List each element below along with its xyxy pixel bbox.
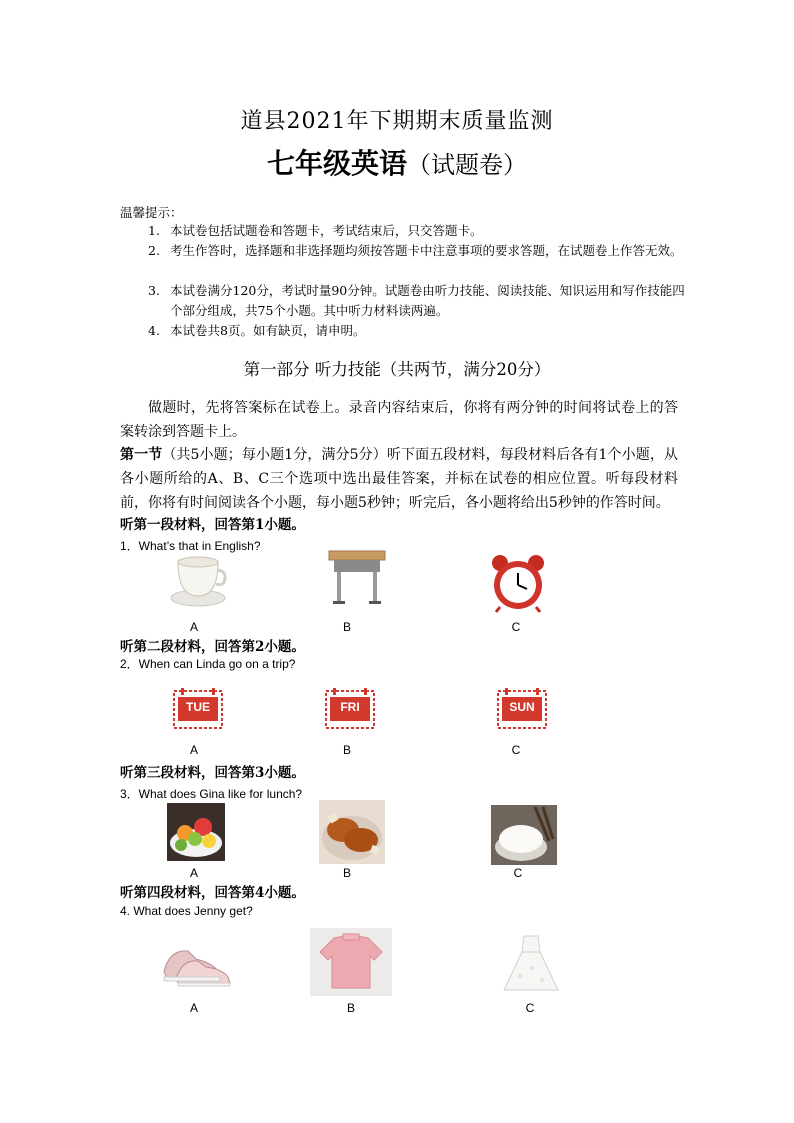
tip-text: 本试卷满分120分，考试时量90分钟。试题卷由听力技能、阅读技能、知识运用和写作技能四个部分组成，共75个小题。其中听力材料读两遍。 [170,283,685,318]
sneakers-image [160,935,232,987]
question-instruction: 听第四段材料，回答第4小题。 [120,885,305,901]
question-text: 3．What does Gina like for lunch? [120,787,303,801]
tip-item [148,321,688,341]
calendar-day-label: TUE [186,700,210,714]
section-instructions [120,443,678,515]
tip-text: 考生作答时，选择题和非选择题均须按答题卡中注意事项的要求答题，在试题卷上作答无效。 [170,243,683,258]
fruit-salad-image [167,803,225,861]
section-label: 第一节 [120,447,163,463]
question-text: 4. What does Jenny get? [120,904,253,918]
dress-image [496,932,566,994]
option-label: A [189,1001,198,1015]
subject-paren: （试题卷） [407,151,527,179]
tip-number: 4. [148,323,160,338]
question-text: 1．What’s that in English? [120,539,261,553]
tip-item [148,221,688,241]
tips-heading: 温馨提示： [120,205,183,220]
rice-image [491,805,557,865]
option-label: C [513,866,523,880]
calendar-tue-icon [173,687,223,729]
option-label: B [342,743,351,757]
cup-image [168,552,230,610]
option-label: B [342,620,351,634]
desk-image [325,545,389,607]
tip-number: 3. [148,283,160,298]
question-instruction: 听第二段材料，回答第2小题。 [120,639,305,655]
tip-text: 本试卷包括试题卷和答题卡，考试结束后，只交答题卡。 [170,223,483,238]
calendar-day-label: FRI [340,700,360,714]
tip-number: 2. [148,243,160,258]
chicken-image [319,800,385,864]
tip-text: 本试卷共8页。如有缺页，请申明。 [170,323,366,338]
alarm-clock-image [486,551,550,613]
option-label: C [511,620,521,634]
option-label: A [189,620,198,634]
question-instruction: 听第一段材料，回答第1小题。 [120,517,305,533]
calendar-day-label: SUN [509,700,535,714]
section-text: （共5小题；每小题1分，满分5分）听下面五段材料，每段材料后各有1个小题，从各小题所给的A、B、C三个选项中选出最佳答案，并标在试卷的相应位置。听每段材料前，你将有时间阅读各个小题，每小题5秒钟；听完后，各小题将给出5秒钟的作答时间。 [120,447,678,511]
part-intro: 做题时，先将答案标在试卷上。录音内容结束后，你将有两分钟的时间将试卷上的答案转涂到答题卡上。 [120,400,678,440]
part-title: 第一部分 听力技能（共两节，满分20分） [243,360,551,379]
tip-item [148,281,688,321]
sweater-image [310,928,392,996]
subject-title: 七年级英语 [266,147,407,180]
option-label: B [346,1001,355,1015]
option-label: A [189,743,198,757]
calendar-fri-icon [325,687,375,729]
question-text: 2．When can Linda go on a trip? [120,657,296,671]
calendar-sun-icon [497,687,547,729]
question-instruction: 听第三段材料，回答第3小题。 [120,765,305,781]
tip-number: 1. [148,223,160,238]
option-label: B [342,866,351,880]
exam-subtitle [0,142,794,182]
option-label: C [511,743,521,757]
tip-item [148,241,688,261]
exam-title: 道县2021年下期期末质量监测 [240,109,554,134]
option-label: A [189,866,198,880]
option-label: C [525,1001,535,1015]
